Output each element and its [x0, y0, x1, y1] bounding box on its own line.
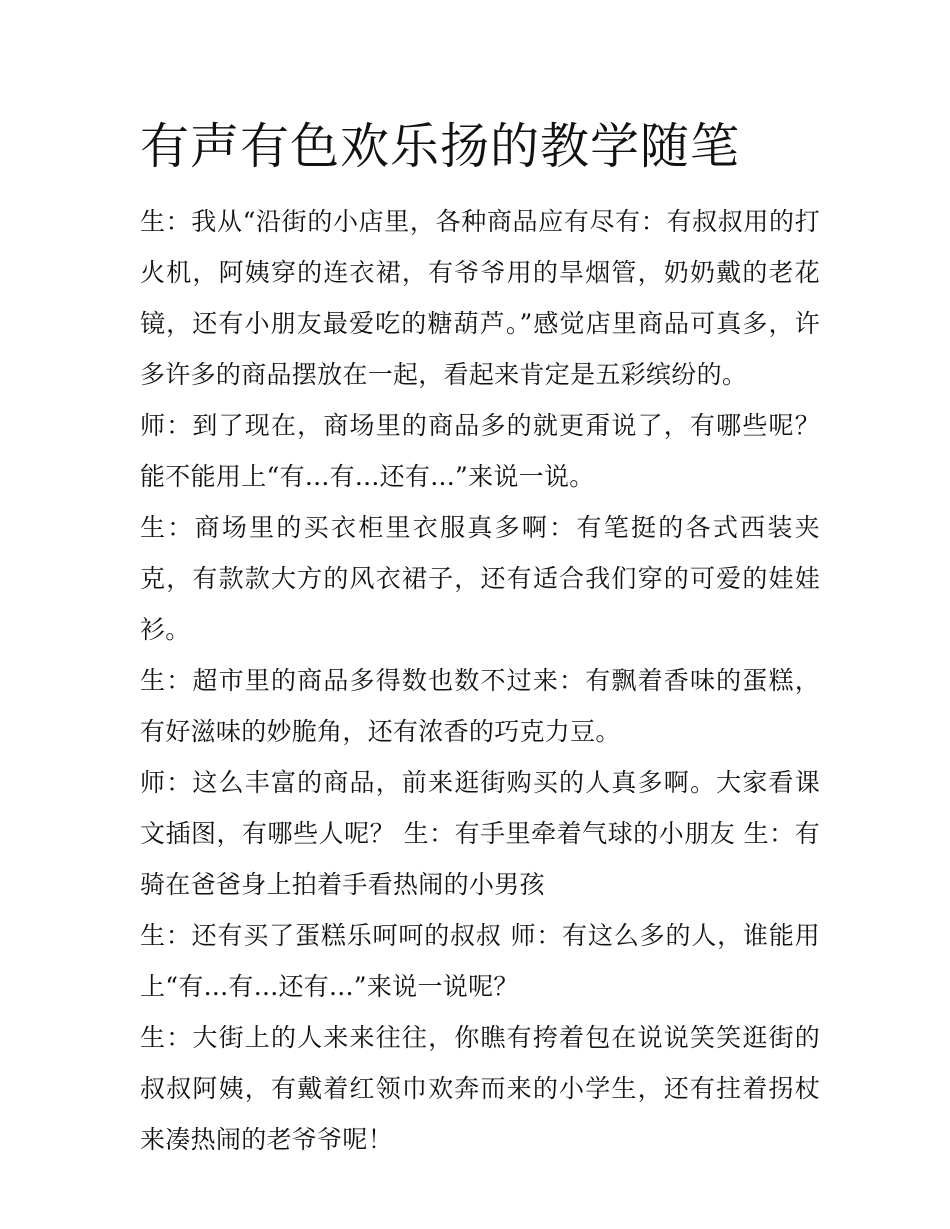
paragraph: 生：还有买了蛋糕乐呵呵的叔叔 师：有这么多的人，谁能用上“有...有...还有...”来说一说呢？: [140, 921, 820, 1001]
paragraph: 生：大街上的人来来往往，你瞧有挎着包在说说笑笑逛街的叔叔阿姨，有戴着红领巾欢奔而来的小学生，还有拄着拐杖来凑热闹的老爷爷呢！: [140, 1023, 820, 1154]
paragraph: 师：这么丰富的商品，前来逛街购买的人真多啊。大家看课文插图，有哪些人呢？ 生：有手里牵着气球的小朋友 生：有骑在爸爸身上拍着手看热闹的小男孩: [140, 768, 820, 899]
document-title: 有声有色欢乐扬的教学随笔: [140, 118, 741, 175]
paragraph: 师：到了现在，商场里的商品多的就更甭说了，有哪些呢？能不能用上“有...有...还有...”来说一说。: [140, 411, 820, 491]
paragraph: 生：商场里的买衣柜里衣服真多啊：有笔挺的各式西装夹克，有款款大方的风衣裙子，还有适合我们穿的可爱的娃娃衫。: [140, 513, 820, 644]
paragraph: 生：超市里的商品多得数也数不过来：有飘着香味的蛋糕，有好滋味的妙脆角，还有浓香的巧克力豆。: [140, 666, 820, 746]
paragraph: 生：我从“沿街的小店里，各种商品应有尽有：有叔叔用的打火机，阿姨穿的连衣裙，有爷爷用的旱烟管，奶奶戴的老花镜，还有小朋友最爱吃的糖葫芦。”感觉店里商品可真多，许多许多的商品摆放在一起，看起来肯定是五彩缤纷的。: [140, 207, 820, 389]
document-body: [140, 196, 820, 1165]
